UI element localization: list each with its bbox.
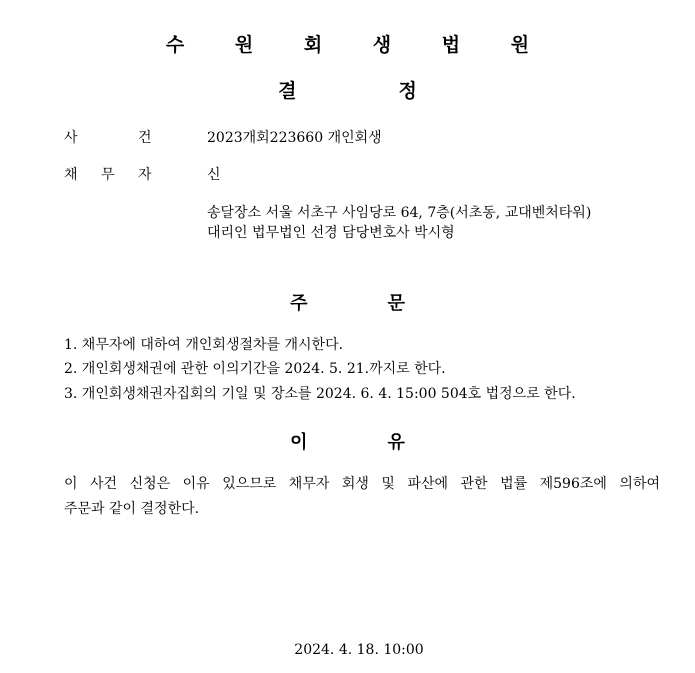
agent-info: 대리인 법무법인 선경 담당변호사 박시형 (207, 225, 455, 241)
case-label-2 (138, 127, 152, 147)
reason-heading-part2: 유 (387, 432, 405, 453)
order-heading (0, 289, 695, 315)
reason-heading (0, 428, 695, 454)
order-item-3: 3. 개인회생채권자집회의 기일 및 장소를 2024. 6. 4. 15:00 504호 법정으로 한다. (64, 386, 576, 402)
document-title-part1: 결 (278, 80, 297, 102)
decision-date: 2024. 4. 18. 10:00 (294, 642, 424, 658)
reason-line-1: 이 사건 신청은 이유 있으므로 채무자 회생 및 파산에 관한 법률 제596조에 의하여 (64, 476, 660, 492)
order-heading-part1: 주 (290, 293, 308, 314)
debtor-label-b: 무 (101, 167, 115, 183)
debtor-value: 신 (207, 167, 221, 183)
court-name: 수 원 회 생 법 원 (165, 34, 552, 56)
delivery-address: 송달장소 서울 서초구 사임당로 64, 7층(서초동, 교대벤처타워) (207, 205, 592, 221)
reason-line-2: 주문과 같이 결정한다. (64, 501, 200, 517)
order-heading-part2: 문 (387, 293, 405, 314)
case-label (64, 127, 78, 147)
order-item-2: 2. 개인회생채권에 관한 이의기간을 2024. 5. 21.까지로 한다. (64, 361, 446, 377)
case-label-b: 건 (138, 130, 152, 146)
case-value: 2023개회223660 개인회생 (207, 130, 382, 146)
debtor-label-c: 자 (138, 167, 152, 183)
order-item-1: 1. 채무자에 대하여 개인회생절차를 개시한다. (64, 337, 344, 353)
document-title (0, 76, 695, 103)
document-title-part2: 정 (398, 80, 417, 102)
reason-heading-part1: 이 (290, 432, 308, 453)
case-label-a: 사 (64, 130, 78, 146)
debtor-label-a: 채 (64, 167, 78, 183)
